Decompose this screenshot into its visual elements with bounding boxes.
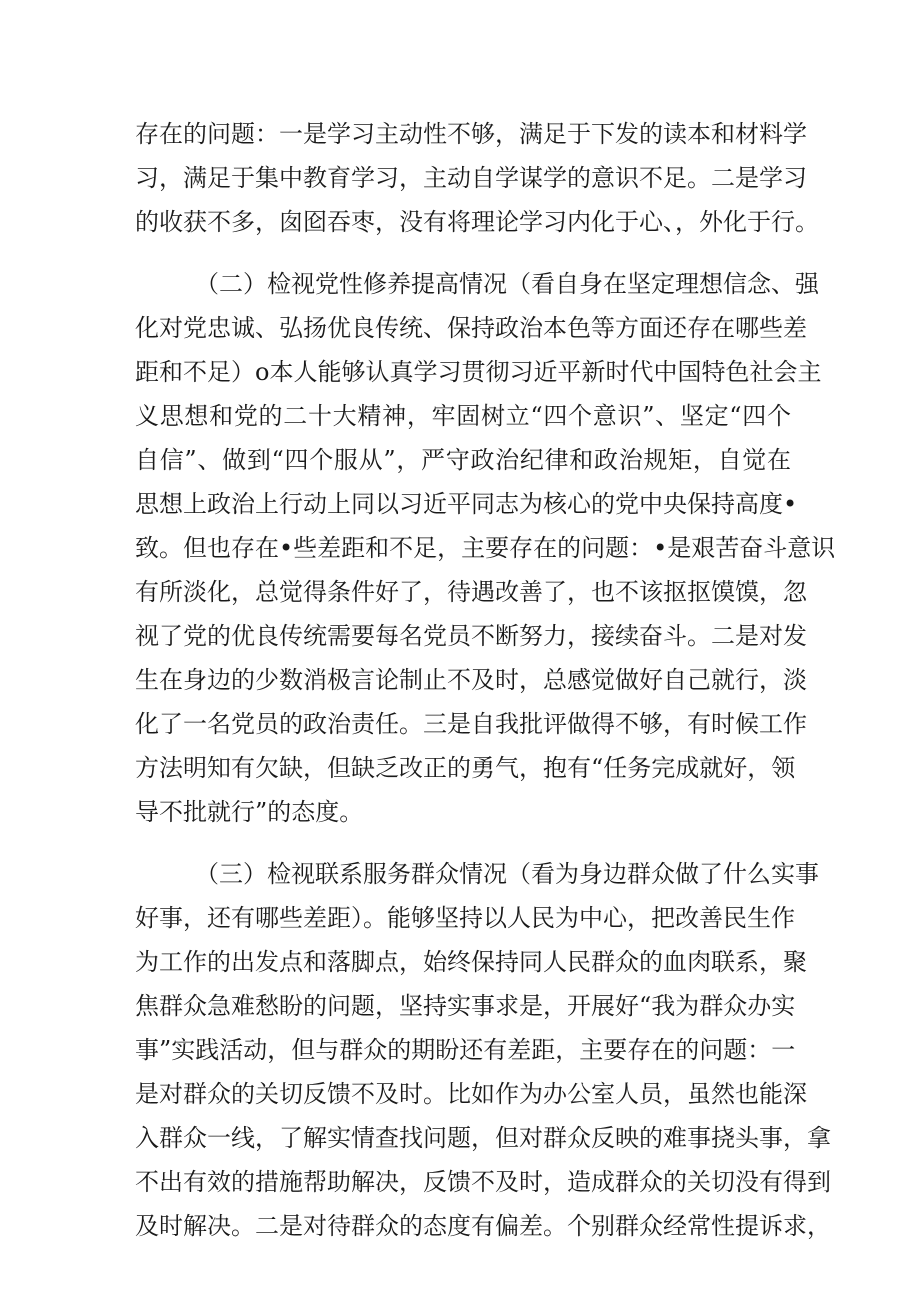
text-line: 生在身边的少数消极言论制止不及时，总感觉做好自己就行，淡 <box>135 666 807 694</box>
text-line: 自信”、做到“四个服从”，严守政治纪律和政治规矩，自觉在 <box>135 446 791 474</box>
text-line: 好事，还有哪些差距）。能够坚持以人民为中心，把改善民生作 <box>135 904 795 932</box>
text-line: 视了党的优良传统需要每名党员不断努力，接续奋斗。二是对发 <box>135 622 807 650</box>
text-line: 存在的问题：一是学习主动性不够，满足于下发的读本和材料学 <box>135 120 807 148</box>
text-line: 方法明知有欠缺，但缺乏改正的勇气，抱有“任务完成就好，领 <box>135 754 796 782</box>
text-line: 有所淡化，总觉得条件好了，待遇改善了，也不该抠抠馍馍，忽 <box>135 578 807 606</box>
text-line: 习，满足于集中教育学习，主动自学谋学的意识不足。二是学习 <box>135 164 807 192</box>
text-line: 距和不足）o本人能够认真学习贯彻习近平新时代中国特色社会主 <box>135 358 822 386</box>
text-line: 焦群众急难愁盼的问题，坚持实事求是，开展好“我为群众办实 <box>135 992 796 1020</box>
text-line: 事”实践活动，但与群众的期盼还有差距，主要存在的问题：一 <box>135 1036 796 1064</box>
section-heading-line: （三）检视联系服务群众情况（看为身边群众做了什么实事 <box>195 860 819 888</box>
paragraph-study-problems <box>135 112 819 244</box>
text-line: 致。但也存在•些差距和不足，主要存在的问题：•是艰苦奋斗意识 <box>135 534 836 562</box>
text-line: 化了一名党员的政治责任。三是自我批评做得不够，有时候工作 <box>135 710 807 738</box>
paragraph-gap <box>135 244 791 262</box>
text-line: 化对党忠诚、弘扬优良传统、保持政治本色等方面还存在哪些差 <box>135 314 807 342</box>
paragraph-gap <box>135 834 791 852</box>
text-line: 入群众一线，了解实情查找问题，但对群众反映的难事挠头事，拿 <box>135 1124 831 1152</box>
text-line: 义思想和党的二十大精神，牢固树立“四个意识”、坚定“四个 <box>135 402 791 430</box>
section-heading-line: （二）检视党性修养提高情况（看自身在坚定理想信念、强 <box>195 270 819 298</box>
document-body <box>135 112 836 1248</box>
text-line: 不出有效的措施帮助解决，反馈不及时，造成群众的关切没有得到 <box>135 1168 831 1196</box>
text-line: 及时解决。二是对待群众的态度有偏差。个别群众经常性提诉求， <box>135 1212 831 1240</box>
paragraph-party-cultivation <box>135 262 836 834</box>
text-line: 是对群众的关切反馈不及时。比如作为办公室人员，虽然也能深 <box>135 1080 807 1108</box>
text-line: 的收获不多，囱囵吞枣，没有将理论学习内化于心、，外化于行。 <box>135 208 819 236</box>
text-line: 为工作的出发点和落脚点，始终保持同人民群众的血肉联系，聚 <box>135 948 807 976</box>
paragraph-serving-masses <box>135 852 831 1248</box>
text-line: 导不批就行”的态度。 <box>135 798 364 826</box>
text-line: 思想上政治上行动上同以习近平同志为核心的党中央保持高度• <box>135 490 798 518</box>
